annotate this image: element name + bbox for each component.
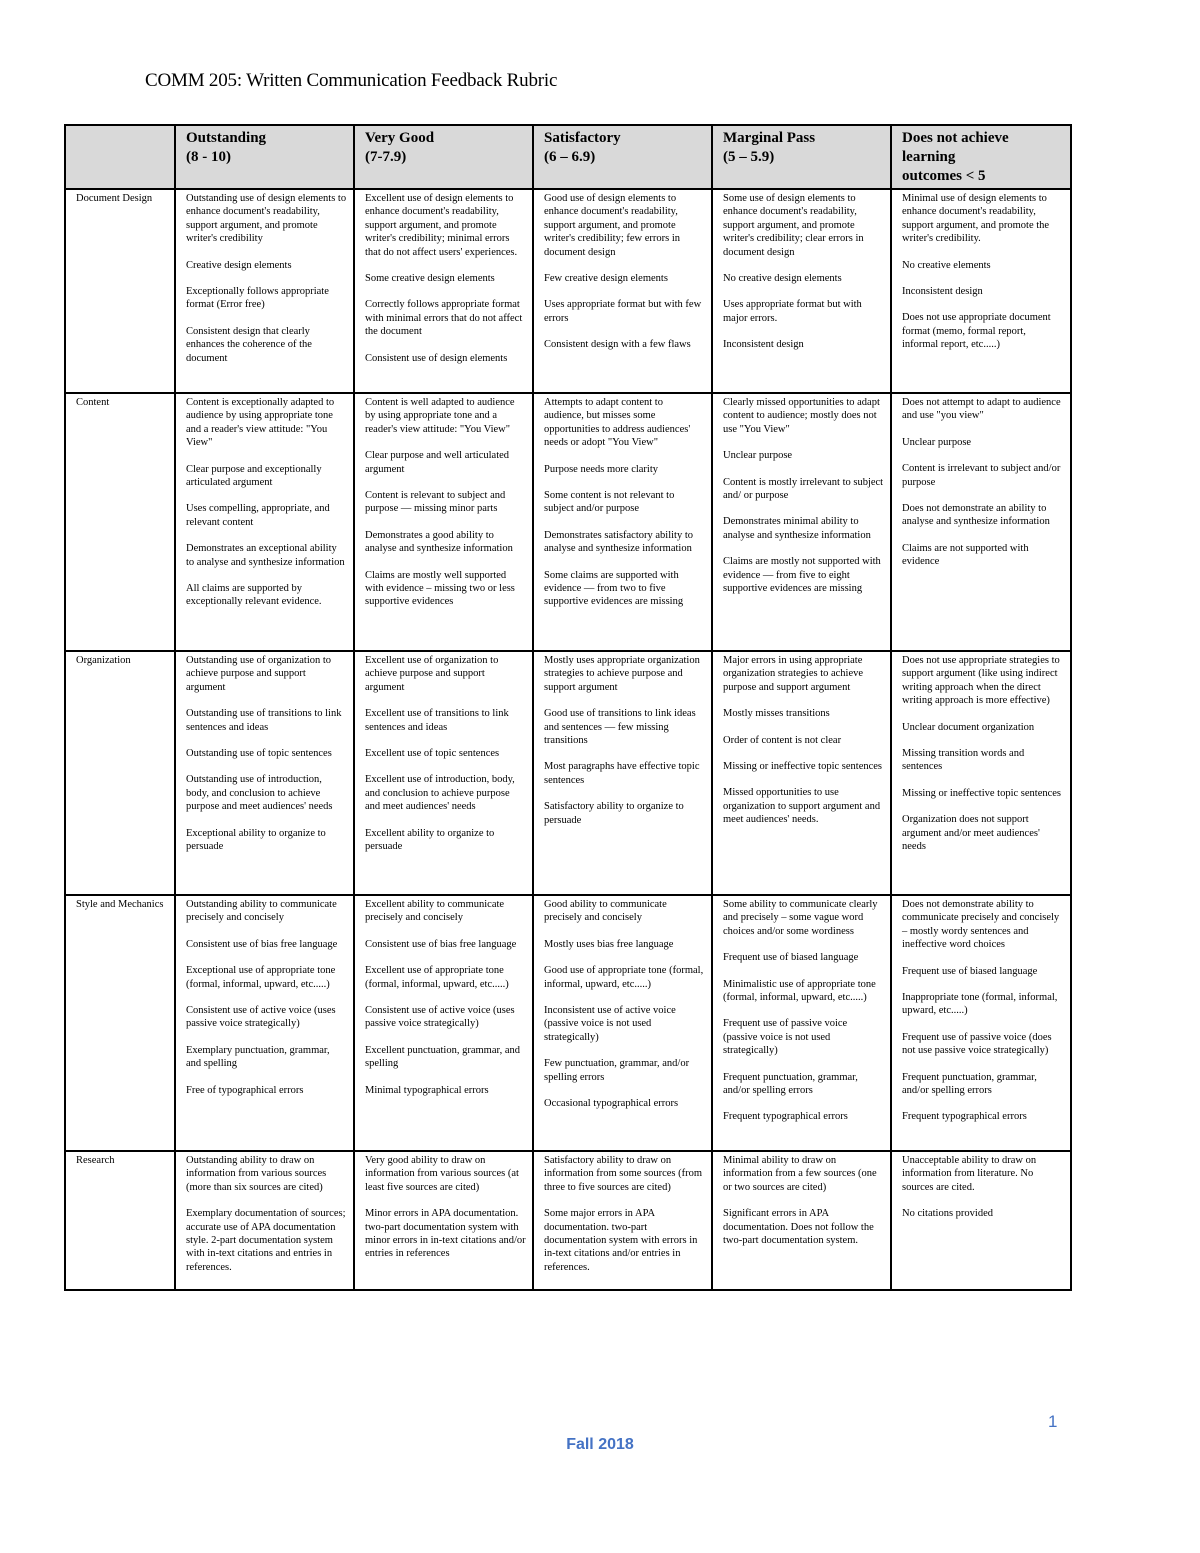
rubric-descriptor: Good use of appropriate tone (formal, informal, upward, etc.....)	[544, 965, 704, 990]
rubric-descriptor: All claims are supported by exceptionally relevant evidence.	[186, 583, 322, 608]
rubric-descriptor: Outstanding use of topic sentences	[186, 748, 332, 760]
rubric-row	[65, 895, 1071, 1151]
rubric-descriptor: Excellent use of transitions to link sentences and ideas	[365, 708, 509, 733]
rubric-cell	[891, 1151, 1071, 1290]
rubric-cell	[712, 189, 891, 393]
rubric-cell	[712, 651, 891, 895]
page-number: 1	[1048, 1412, 1058, 1431]
rubric-cell	[891, 895, 1071, 1151]
rubric-cell	[354, 895, 533, 1151]
rubric-descriptor: Outstanding ability to draw on information from various sources (more than six sources are cited)	[186, 1155, 327, 1193]
rubric-descriptor: Some creative design elements	[365, 273, 495, 285]
rubric-descriptor: Inappropriate tone (formal, informal, upward, etc.....)	[902, 992, 1058, 1017]
rubric-descriptor: Minimal use of design elements to enhance document's readability, support argument, and promote the writer's credibility.	[902, 193, 1050, 245]
criterion-label: Research	[65, 1151, 175, 1290]
header-score-range: outcomes < 5	[902, 168, 986, 184]
rubric-descriptor: Occasional typographical errors	[544, 1098, 679, 1110]
rubric-descriptor: Some claims are supported with evidence — from two to five supportive evidences are missing	[544, 569, 684, 608]
header-cell	[891, 125, 1071, 189]
rubric-descriptor: Purpose needs more clarity	[544, 463, 659, 475]
rubric-descriptor: Missing or ineffective topic sentences	[723, 761, 883, 773]
rubric-descriptor: Unclear document organization	[902, 721, 1035, 733]
header-cell	[175, 125, 354, 189]
header-cell	[712, 125, 891, 189]
rubric-descriptor: Exceptionally follows appropriate format (Error free)	[186, 286, 329, 311]
rubric-descriptor: Does not use appropriate document format (memo, formal report, informal report, etc.....)	[902, 312, 1051, 351]
rubric-descriptor: Unacceptable ability to draw on information from literature. No sources are cited.	[902, 1155, 1037, 1193]
rubric-descriptor: Few creative design elements	[544, 273, 668, 285]
header-level-name: Does not achieve learning	[902, 130, 1009, 165]
rubric-descriptor: Uses appropriate format but with few errors	[544, 299, 702, 324]
header-level-name: Satisfactory	[544, 130, 621, 146]
rubric-descriptor: Mostly uses appropriate organization strategies to achieve purpose and support argument	[544, 655, 700, 693]
rubric-row	[65, 1151, 1071, 1290]
criterion-label: Organization	[65, 651, 175, 895]
rubric-descriptor: Consistent design that clearly enhances the coherence of the document	[186, 325, 312, 364]
rubric-descriptor: Claims are mostly well supported with evidence – missing two or less supportive evidences	[365, 569, 515, 608]
header-level-name: Outstanding	[186, 130, 267, 146]
rubric-descriptor: Does not attempt to adapt to audience and use "you view"	[902, 397, 1061, 422]
header-level-name: Marginal Pass	[723, 130, 816, 146]
rubric-descriptor: Missing or ineffective topic sentences	[902, 787, 1062, 799]
rubric-descriptor: Consistent use of design elements	[365, 352, 508, 364]
rubric-descriptor: Exemplary documentation of sources; accurate use of APA documentation style. 2-part documentation system with in-text citations and entries in references.	[186, 1208, 346, 1273]
criterion-label: Document Design	[65, 189, 175, 393]
rubric-descriptor: Minimalistic use of appropriate tone (formal, informal, upward, etc.....)	[723, 978, 876, 1004]
rubric-descriptor: Consistent use of bias free language	[186, 938, 338, 950]
header-cell	[354, 125, 533, 189]
header-score-range: (8 - 10)	[186, 149, 231, 165]
rubric-cell	[354, 1151, 533, 1290]
rubric-descriptor: No creative elements	[902, 259, 991, 271]
rubric-descriptor: Outstanding use of introduction, body, and conclusion to achieve purpose and meet audiences' needs	[186, 774, 333, 813]
criterion-label: Style and Mechanics	[65, 895, 175, 1151]
header-cell	[533, 125, 712, 189]
rubric-descriptor: Excellent use of design elements to enhance document's readability, support argument, and promote writer's credibility; minimal errors that do not affect users' experiences.	[365, 193, 518, 258]
rubric-descriptor: Correctly follows appropriate format with minimal errors that do not affect the document	[365, 299, 523, 338]
rubric-descriptor: Few punctuation, grammar, and/or spelling errors	[544, 1058, 690, 1083]
rubric-descriptor: Unclear purpose	[902, 436, 972, 448]
rubric-cell	[891, 189, 1071, 393]
rubric-descriptor: Demonstrates an exceptional ability to analyse and synthesize information	[186, 543, 345, 568]
rubric-descriptor: Frequent use of passive voice (passive voice is not used strategically)	[723, 1018, 848, 1057]
rubric-descriptor: No citations provided	[902, 1208, 993, 1220]
rubric-descriptor: Mostly misses transitions	[723, 708, 830, 720]
rubric-descriptor: No creative design elements	[723, 273, 842, 285]
rubric-row	[65, 393, 1071, 651]
rubric-descriptor: Major errors in using appropriate organization strategies to achieve purpose and support argument	[723, 655, 864, 693]
rubric-descriptor: Excellent ability to organize to persuade	[365, 827, 495, 853]
rubric-descriptor: Uses compelling, appropriate, and relevant content	[186, 503, 330, 528]
rubric-descriptor: Significant errors in APA documentation. Does not follow the two-part documentation system.	[723, 1208, 874, 1247]
rubric-descriptor: Missing transition words and sentences	[902, 748, 1025, 773]
rubric-cell	[712, 393, 891, 651]
rubric-descriptor: Good use of design elements to enhance document's readability, support argument, and promote writer's credibility; few errors in document design	[544, 193, 681, 258]
page-title: COMM 205: Written Communication Feedback Rubric	[145, 70, 558, 91]
rubric-descriptor: Minor errors in APA documentation. two-part documentation system with minor errors in in-text citations and/or entries in references	[365, 1208, 526, 1260]
rubric-descriptor: Satisfactory ability to organize to persuade	[544, 801, 684, 826]
rubric-descriptor: Some use of design elements to enhance document's readability, support argument, and promote writer's credibility; clear errors in document design	[723, 193, 864, 258]
rubric-descriptor: Outstanding use of design elements to enhance document's readability, support argument, and promote writer's credibility	[186, 193, 347, 245]
rubric-descriptor: Frequent punctuation, grammar, and/or spelling errors	[902, 1071, 1037, 1097]
rubric-descriptor: Content is well adapted to audience by using appropriate tone and a reader's view attitude: "You View"	[365, 397, 515, 435]
rubric-descriptor: Excellent ability to communicate precisely and concisely	[365, 899, 505, 924]
rubric-descriptor: Inconsistent use of active voice (passive voice is not used strategically)	[544, 1005, 676, 1043]
rubric-table	[64, 124, 1072, 1291]
rubric-descriptor: Clearly missed opportunities to adapt content to audience; mostly does not use "You View"	[723, 397, 880, 435]
rubric-descriptor: Exceptional ability to organize to persuade	[186, 827, 326, 853]
rubric-cell	[175, 1151, 354, 1290]
header-corner	[65, 125, 175, 189]
rubric-descriptor: Clear purpose and exceptionally articulated argument	[186, 463, 322, 489]
rubric-descriptor: Excellent use of appropriate tone (formal, informal, upward, etc.....)	[365, 965, 509, 990]
footer-term: Fall 2018	[566, 1436, 634, 1453]
rubric-descriptor: Satisfactory ability to draw on information from some sources (from three to five sources are cited)	[544, 1155, 703, 1193]
rubric-descriptor: Claims are mostly not supported with evidence — from five to eight supportive evidences are missing	[723, 556, 881, 595]
rubric-cell	[175, 393, 354, 651]
rubric-cell	[175, 651, 354, 895]
rubric-descriptor: Content is relevant to subject and purpose — missing minor parts	[365, 490, 506, 515]
rubric-descriptor: Minimal typographical errors	[365, 1084, 489, 1096]
rubric-descriptor: Frequent use of biased language	[723, 952, 859, 964]
rubric-descriptor: Excellent use of introduction, body, and conclusion to achieve purpose and meet audiences' needs	[365, 774, 515, 813]
criterion-label: Content	[65, 393, 175, 651]
rubric-descriptor: Uses appropriate format but with major errors.	[723, 299, 862, 324]
rubric-row	[65, 651, 1071, 895]
rubric-descriptor: Consistent design with a few flaws	[544, 339, 691, 351]
rubric-descriptor: Some content is not relevant to subject and/or purpose	[544, 490, 675, 515]
rubric-descriptor: Missed opportunities to use organization to support argument and meet audiences' needs.	[723, 787, 881, 826]
rubric-descriptor: Frequent use of passive voice (does not use passive voice strategically)	[902, 1031, 1052, 1057]
rubric-descriptor: Demonstrates minimal ability to analyse and synthesize information	[723, 516, 871, 541]
header-row	[65, 125, 1071, 189]
rubric-cell	[533, 895, 712, 1151]
rubric-descriptor: Demonstrates a good ability to analyse and synthesize information	[365, 529, 513, 555]
header-score-range: (5 – 5.9)	[723, 149, 775, 165]
rubric-descriptor: Frequent typographical errors	[902, 1111, 1027, 1123]
rubric-descriptor: Content is exceptionally adapted to audience by using appropriate tone and a reader's view attitude: "You View"	[186, 397, 335, 449]
rubric-descriptor: Organization does not support argument and/or meet audiences' needs	[902, 814, 1040, 853]
rubric-cell	[354, 651, 533, 895]
rubric-descriptor: Inconsistent design	[723, 339, 804, 351]
rubric-descriptor: Free of typographical errors	[186, 1084, 304, 1096]
rubric-descriptor: Frequent punctuation, grammar, and/or spelling errors	[723, 1071, 858, 1097]
rubric-cell	[712, 895, 891, 1151]
rubric-descriptor: Attempts to adapt content to audience, but misses some opportunities to address audiences' needs or adopt "You View"	[544, 397, 691, 449]
rubric-descriptor: Consistent use of bias free language	[365, 938, 517, 950]
rubric-cell	[533, 651, 712, 895]
header-score-range: (6 – 6.9)	[544, 149, 596, 165]
rubric-descriptor: Content is irrelevant to subject and/or purpose	[902, 463, 1061, 488]
rubric-cell	[175, 895, 354, 1151]
rubric-descriptor: Excellent use of organization to achieve purpose and support argument	[365, 655, 499, 693]
rubric-row	[65, 189, 1071, 393]
rubric-descriptor: Consistent use of active voice (uses passive voice strategically)	[186, 1005, 336, 1030]
rubric-descriptor: Outstanding use of transitions to link sentences and ideas	[186, 708, 342, 733]
rubric-descriptor: Inconsistent design	[902, 286, 983, 298]
rubric-descriptor: Creative design elements	[186, 259, 292, 271]
rubric-descriptor: Frequent typographical errors	[723, 1111, 848, 1123]
rubric-descriptor: Unclear purpose	[723, 450, 793, 462]
rubric-descriptor: Does not demonstrate an ability to analyse and synthesize information	[902, 503, 1050, 528]
rubric-descriptor: Order of content is not clear	[723, 734, 842, 746]
rubric-descriptor: Consistent use of active voice (uses passive voice strategically)	[365, 1005, 515, 1030]
rubric-cell	[354, 393, 533, 651]
rubric-descriptor: Demonstrates satisfactory ability to analyse and synthesize information	[544, 529, 694, 555]
rubric-descriptor: Good ability to communicate precisely and concisely	[544, 899, 667, 924]
rubric-descriptor: Minimal ability to draw on information from a few sources (one or two sources are cited)	[723, 1155, 877, 1193]
rubric-descriptor: Excellent use of topic sentences	[365, 748, 500, 760]
rubric-descriptor: Most paragraphs have effective topic sentences	[544, 761, 700, 786]
rubric-descriptor: Some major errors in APA documentation. two-part documentation system with errors in in-text citations and/or entries in references.	[544, 1208, 698, 1273]
rubric-cell	[712, 1151, 891, 1290]
rubric-cell	[175, 189, 354, 393]
rubric-descriptor: Does not demonstrate ability to communicate precisely and concisely – mostly wordy sentences and ineffective word choices	[902, 899, 1060, 951]
rubric-descriptor: Clear purpose and well articulated argument	[365, 450, 510, 475]
rubric-descriptor: Content is mostly irrelevant to subject and/ or purpose	[723, 476, 884, 502]
rubric-descriptor: Excellent punctuation, grammar, and spelling	[365, 1044, 520, 1070]
rubric-cell	[533, 189, 712, 393]
header-level-name: Very Good	[365, 130, 435, 146]
rubric-descriptor: Claims are not supported with evidence	[902, 542, 1029, 568]
rubric-cell	[354, 189, 533, 393]
rubric-descriptor: Does not use appropriate strategies to support argument (like using indirect writing approach when the direct writing approach is more effective)	[902, 655, 1060, 707]
rubric-descriptor: Exemplary punctuation, grammar, and spelling	[186, 1044, 330, 1070]
rubric-descriptor: Frequent use of biased language	[902, 965, 1038, 977]
rubric-cell	[533, 393, 712, 651]
rubric-descriptor: Very good ability to draw on information from various sources (at least five sources are cited)	[365, 1155, 519, 1193]
rubric-descriptor: Exceptional use of appropriate tone (formal, informal, upward, etc.....)	[186, 965, 336, 990]
rubric-descriptor: Outstanding ability to communicate precisely and concisely	[186, 899, 337, 924]
header-score-range: (7-7.9)	[365, 149, 407, 165]
rubric-descriptor: Mostly uses bias free language	[544, 938, 674, 950]
rubric-cell	[891, 651, 1071, 895]
rubric-cell	[533, 1151, 712, 1290]
rubric-descriptor: Some ability to communicate clearly and precisely – some vague word choices and/or some wordiness	[723, 899, 878, 937]
rubric-cell	[891, 393, 1071, 651]
rubric-descriptor: Outstanding use of organization to achieve purpose and support argument	[186, 655, 332, 693]
rubric-descriptor: Good use of transitions to link ideas and sentences — few missing transitions	[544, 708, 696, 747]
